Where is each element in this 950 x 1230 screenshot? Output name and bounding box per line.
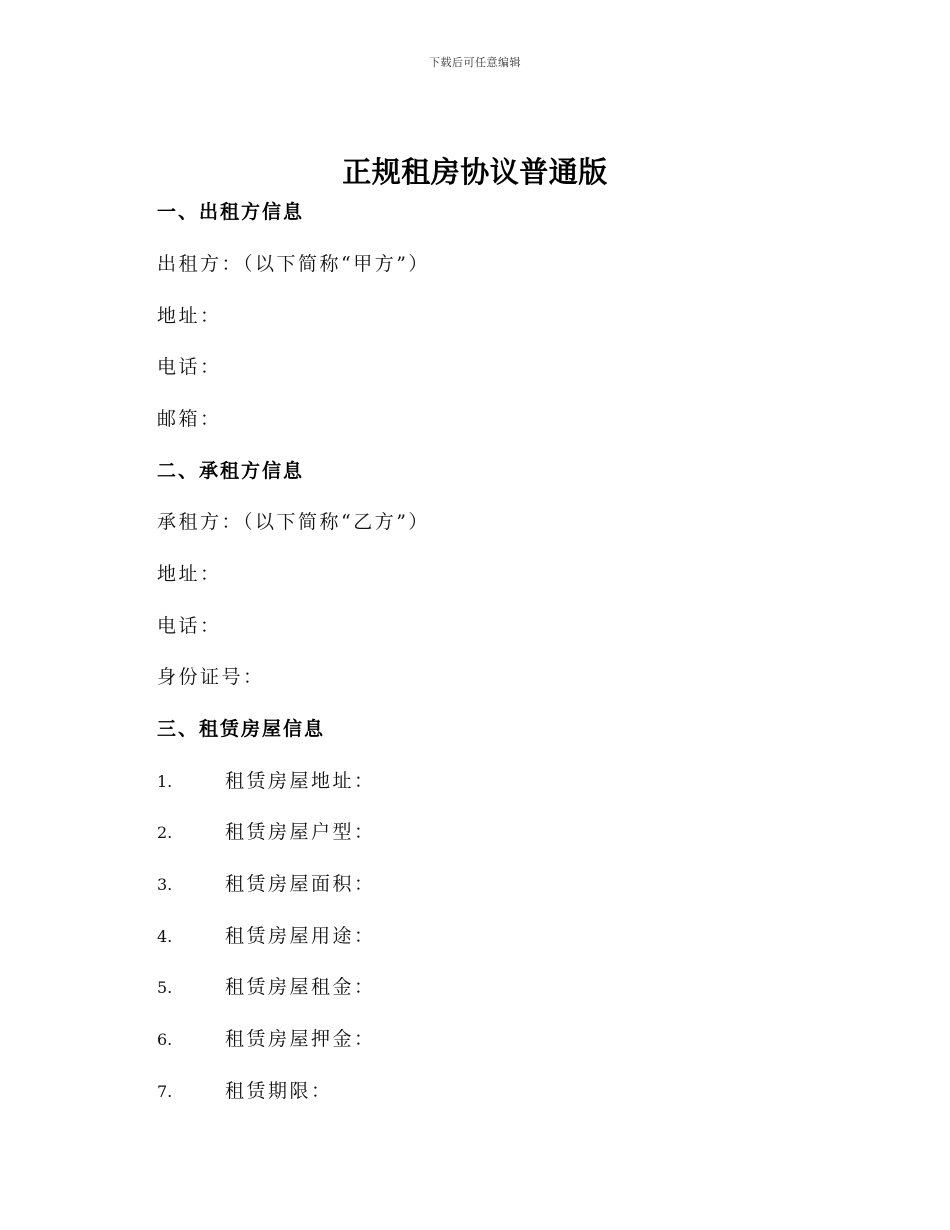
section-heading-property: 三、租赁房屋信息 — [157, 718, 326, 740]
list-item-number: 7. — [157, 1082, 173, 1101]
list-item — [157, 766, 376, 793]
list-item — [157, 1076, 333, 1103]
lessee-name-line: 承租方：（以下简称“乙方”） — [157, 511, 430, 533]
list-item-label: 租赁房屋户型： — [225, 821, 376, 843]
lessee-address: 地址： — [157, 563, 222, 585]
list-item-number: 5. — [157, 978, 173, 997]
list-item-number: 1. — [157, 772, 173, 791]
list-item-label: 租赁房屋租金： — [225, 976, 376, 998]
lessor-name-line: 出租方：（以下简称“甲方”） — [157, 253, 430, 275]
section-heading-lessee: 二、承租方信息 — [157, 460, 305, 482]
list-item — [157, 921, 376, 948]
list-item — [157, 1024, 376, 1051]
lessor-phone: 电话： — [157, 356, 222, 378]
document-title: 正规租房协议普通版 — [342, 155, 608, 189]
lessor-email: 邮箱： — [157, 408, 222, 430]
list-item-label: 租赁房屋押金： — [225, 1028, 376, 1050]
lessor-address: 地址： — [157, 305, 222, 327]
list-item-number: 3. — [157, 875, 173, 894]
list-item-label: 租赁期限： — [225, 1080, 333, 1102]
list-item-number: 2. — [157, 823, 173, 842]
list-item-label: 租赁房屋地址： — [225, 770, 376, 792]
list-item — [157, 972, 376, 999]
lessee-phone: 电话： — [157, 615, 222, 637]
list-item — [157, 817, 376, 844]
list-item-label: 租赁房屋用途： — [225, 925, 376, 947]
list-item-number: 4. — [157, 927, 173, 946]
list-item — [157, 869, 376, 896]
header-note: 下载后可任意编辑 — [429, 56, 521, 69]
section-heading-lessor: 一、出租方信息 — [157, 201, 305, 223]
lessee-id-number: 身份证号： — [157, 666, 265, 688]
list-item-number: 6. — [157, 1030, 173, 1049]
list-item-label: 租赁房屋面积： — [225, 873, 376, 895]
